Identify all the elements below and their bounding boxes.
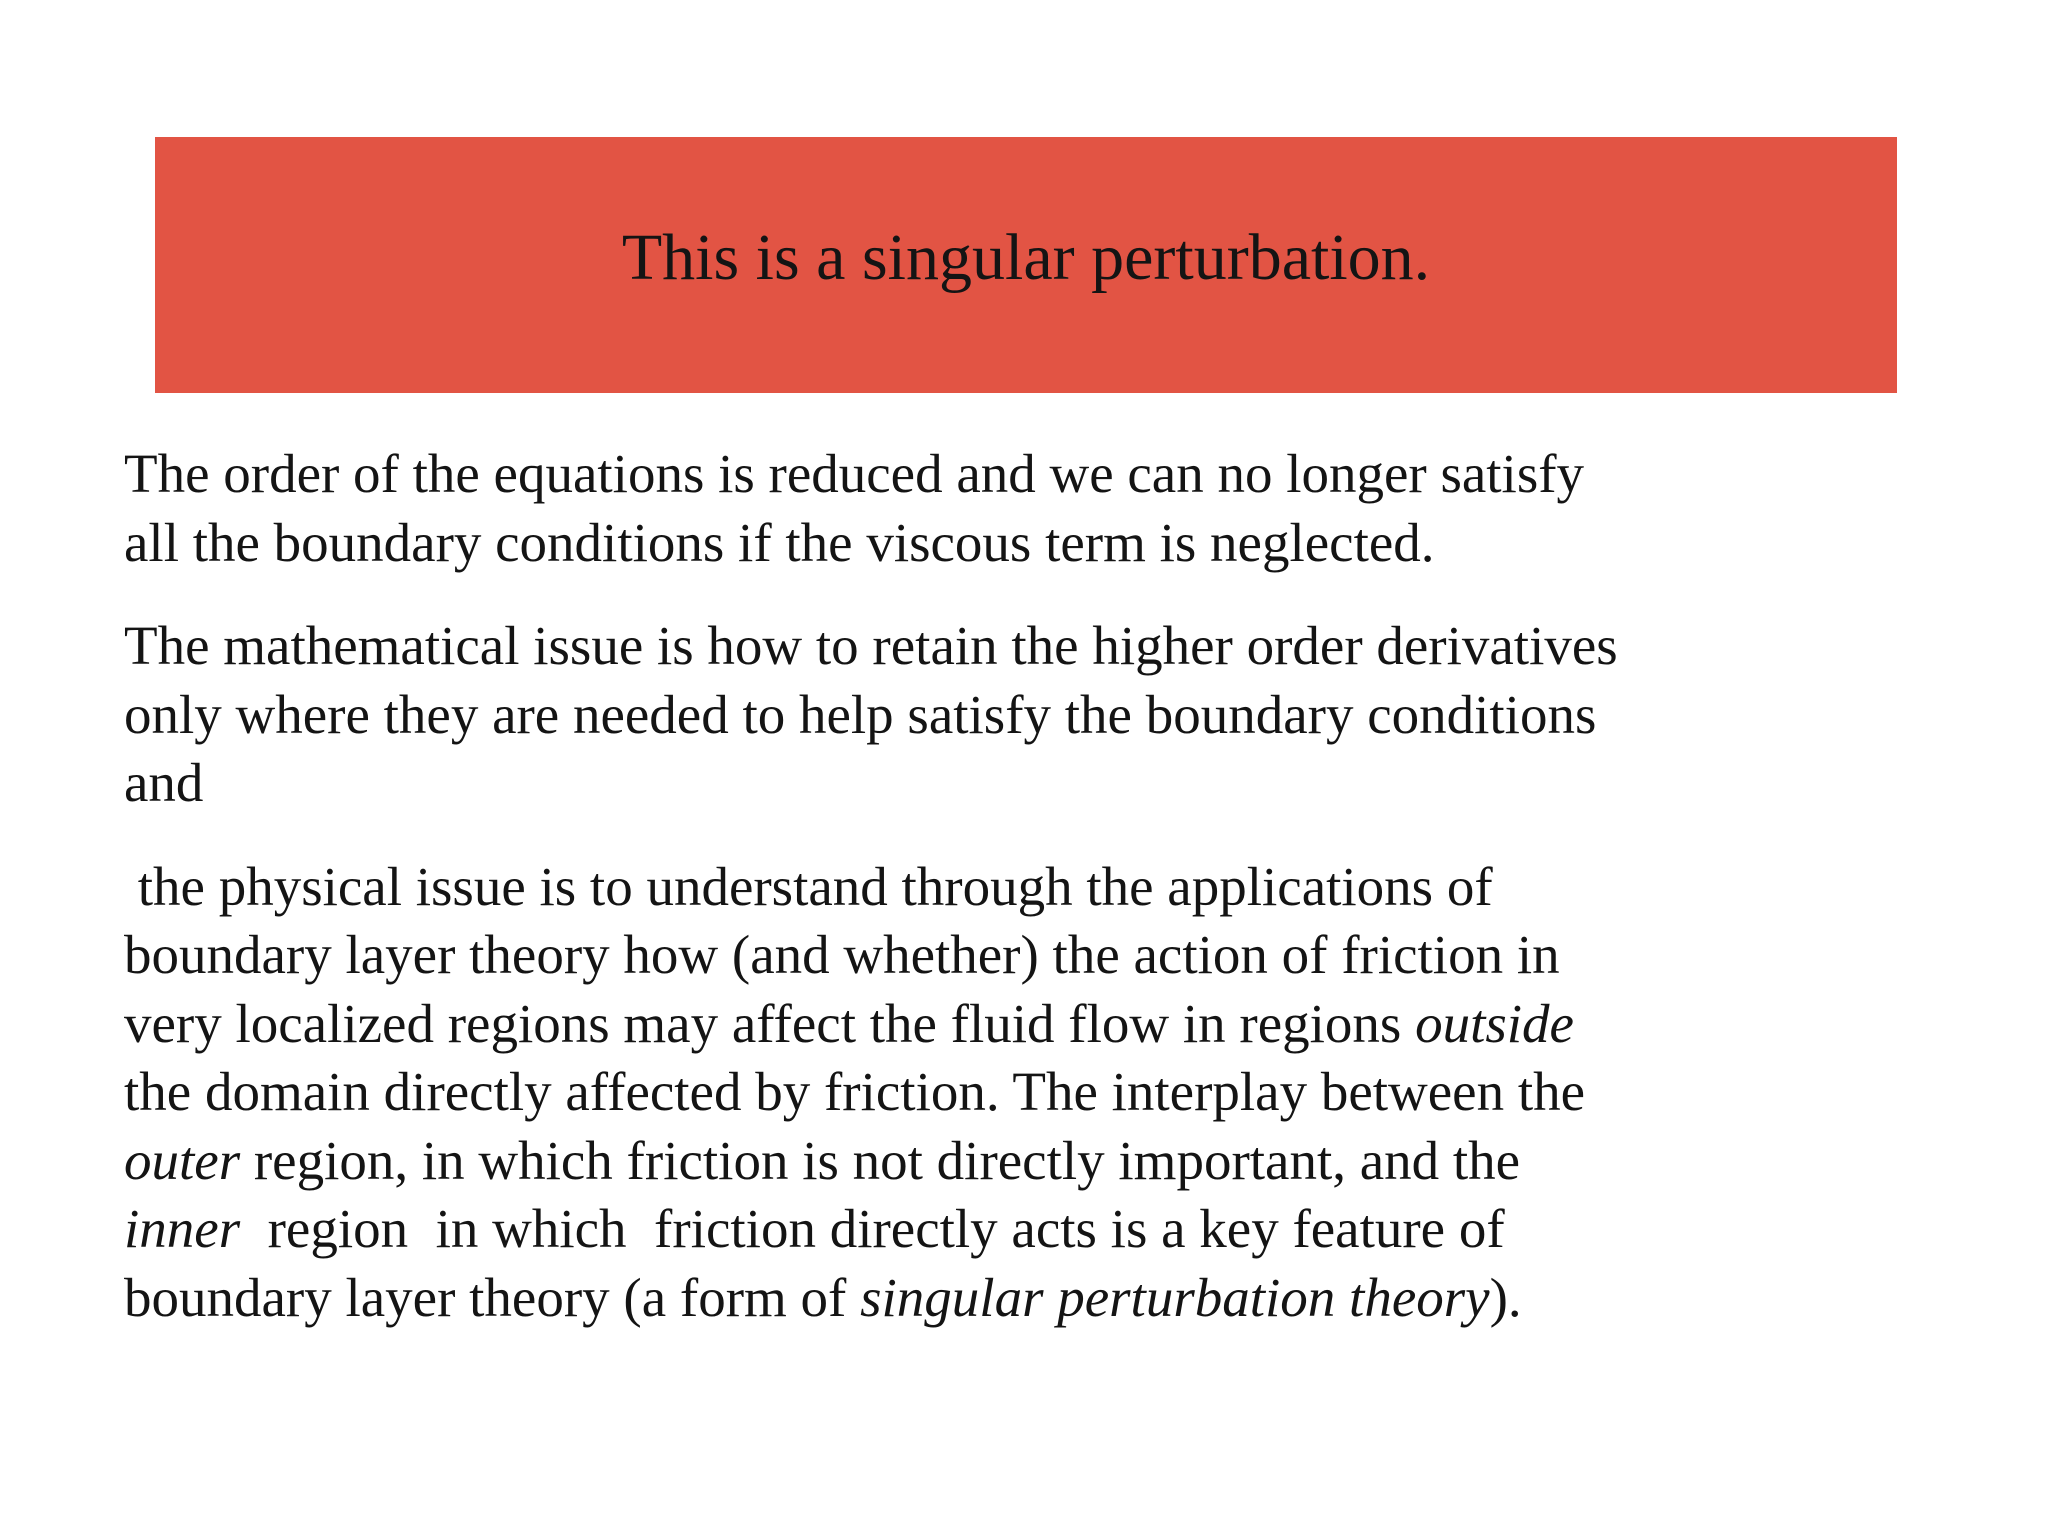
paragraph-3-line-1: the physical issue is to understand through the applications of: [124, 855, 1493, 917]
paragraph-3-line-4: the domain directly affected by friction. The interplay between the: [124, 1061, 1586, 1122]
emphasis-singular-perturbation-theory: singular perturbation theory: [860, 1266, 1490, 1328]
emphasis-inner: inner: [124, 1198, 241, 1259]
paragraph-3-line-7-text: boundary layer theory (a form of: [124, 1266, 861, 1328]
paragraph-3-line-2: boundary layer theory how (and whether) the action of friction in: [124, 924, 1560, 985]
paragraph-2-line-1: The mathematical issue is how to retain the higher order derivatives: [124, 615, 1618, 676]
paragraph-3-line-6: [124, 1195, 1784, 1264]
paragraph-1-line-1: The order of the equations is reduced and we can no longer satisfy: [124, 443, 1585, 504]
emphasis-outer: outer: [124, 1129, 241, 1191]
paragraph-mathematical-issue: [124, 612, 1784, 818]
paragraph-3-line-3-text: very localized regions may affect the fluid flow in regions: [124, 992, 1416, 1054]
paragraph-3-line-5: [124, 1127, 1784, 1196]
paragraph-physical-issue: [124, 853, 1784, 1333]
emphasis-outside: outside: [1415, 992, 1574, 1054]
slide-title: This is a singular perturbation.: [621, 221, 1431, 294]
title-band: [155, 137, 1897, 393]
paragraph-2-line-2: only where they are needed to help satisfy the boundary conditions: [124, 683, 1597, 745]
paragraph-2-line-3: and: [124, 752, 204, 813]
paragraph-3-line-7: [124, 1264, 1784, 1333]
paragraph-order-reduced: [124, 440, 1784, 577]
slide-body: [124, 440, 1784, 1332]
paragraph-3-line-6-text: region in which friction directly acts is a key feature of: [240, 1198, 1505, 1259]
paragraph-3-line-3: [124, 990, 1784, 1059]
paragraph-3-line-5-text: region, in which friction is not directly important, and the: [240, 1129, 1521, 1191]
paragraph-1-line-2: all the boundary conditions if the viscous term is neglected.: [124, 511, 1435, 573]
paragraph-3-line-7-end: ).: [1489, 1266, 1522, 1328]
